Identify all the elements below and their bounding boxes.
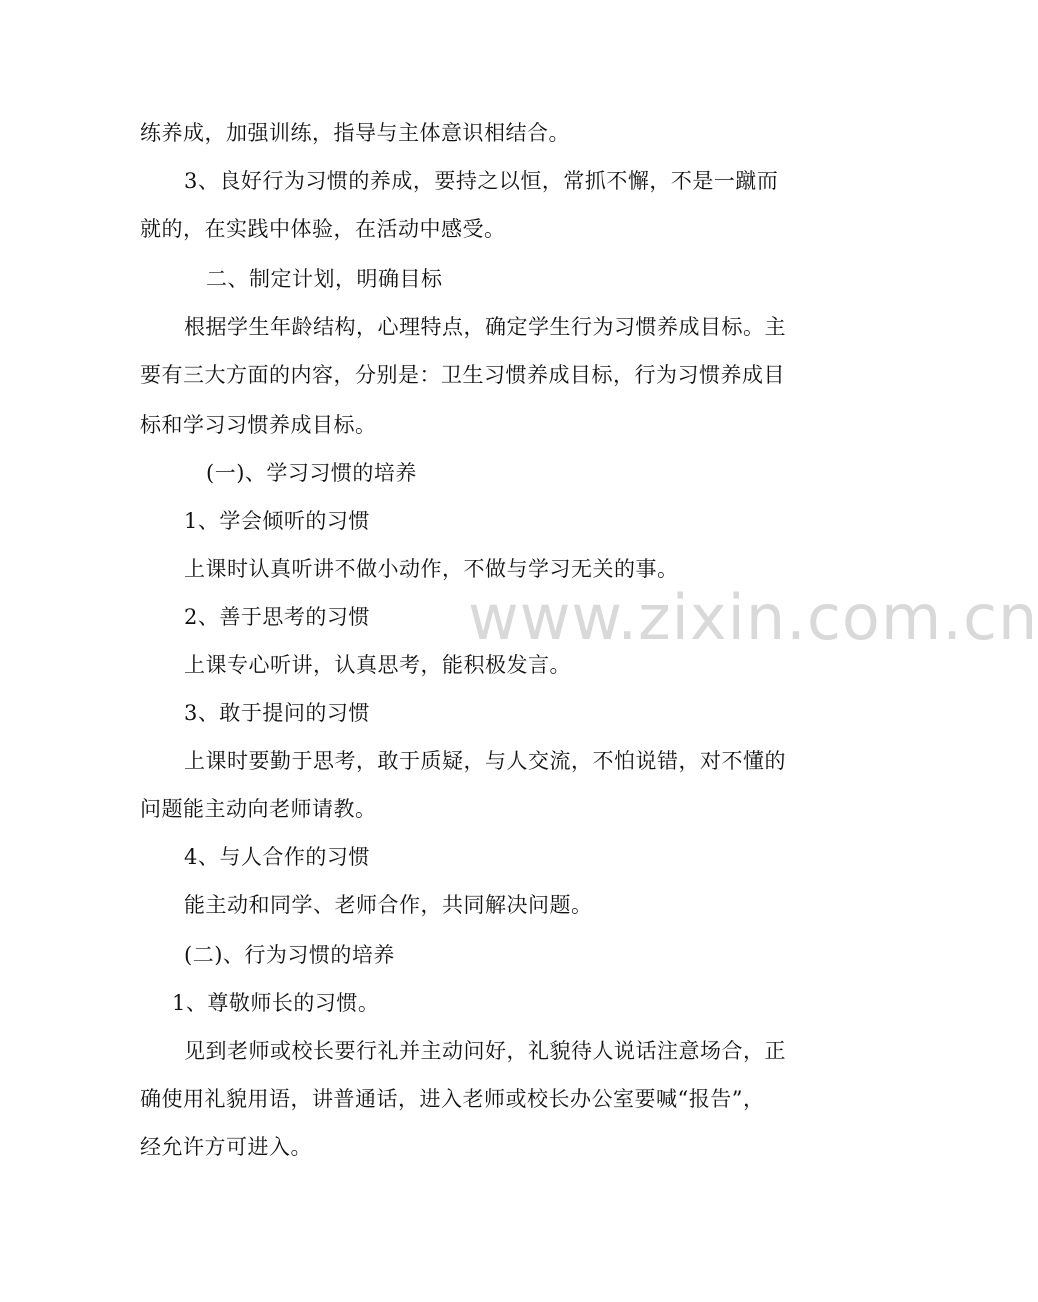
text-line: 3、良好行为习惯的养成，要持之以恒，常抓不懈，不是一蹴而 [184,169,779,193]
item-heading: 3、敢于提问的习惯 [184,701,370,725]
text-line: 问题能主动向老师请教。 [140,797,377,821]
text-line: 练养成，加强训练，指导与主体意识相结合。 [140,121,570,145]
section-heading: 二、制定计划，明确目标 [206,267,443,291]
item-heading: 2、善于思考的习惯 [184,605,370,629]
item-heading: 1、尊敬师长的习惯。 [172,991,380,1015]
item-heading: 4、与人合作的习惯 [184,845,370,869]
text-line: 要有三大方面的内容，分别是：卫生习惯养成目标，行为习惯养成目 [140,363,785,387]
text-line: 上课时要勤于思考，敢于质疑，与人交流，不怕说错，对不懂的 [184,749,786,773]
text-line: 能主动和同学、老师合作，共同解决问题。 [184,893,593,917]
item-heading: 1、学会倾听的习惯 [184,509,370,533]
text-line: 见到老师或校长要行礼并主动问好，礼貌待人说话注意场合，正 [184,1039,786,1063]
text-line: 标和学习习惯养成目标。 [140,413,377,437]
text-line: 确使用礼貌用语，讲普通话，进入老师或校长办公室要喊“报告”， [140,1087,765,1111]
text-line: 上课时认真听讲不做小动作，不做与学习无关的事。 [184,557,679,581]
subsection-heading: (二)、行为习惯的培养 [184,943,395,967]
text-line: 根据学生年龄结构，心理特点，确定学生行为习惯养成目标。主 [184,315,786,339]
text-line: 上课专心听讲，认真思考，能积极发言。 [184,653,571,677]
text-line: 就的，在实践中体验，在活动中感受。 [140,217,506,241]
subsection-heading: (一)、学习习惯的培养 [206,461,417,485]
text-line: 经允许方可进入。 [140,1135,312,1159]
watermark-text: www.zixin.com.cn [468,581,1038,654]
